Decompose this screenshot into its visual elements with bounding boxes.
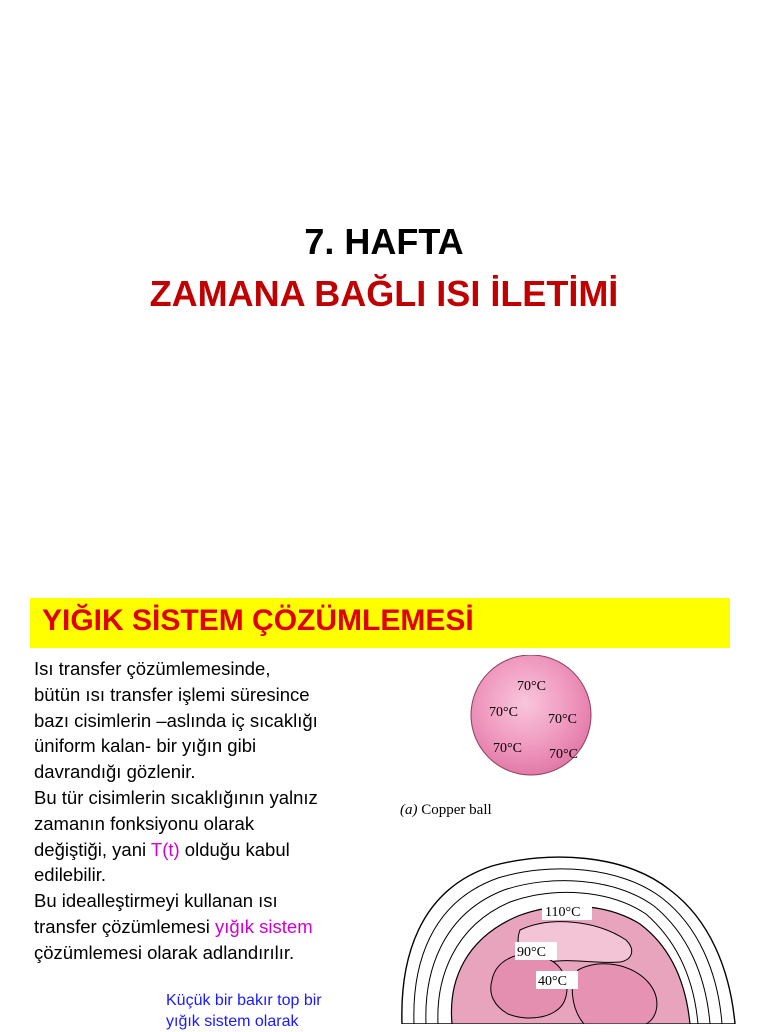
body-paragraph [34,656,384,966]
body-line: bütün ısı transfer işlemi süresince [34,683,310,705]
note-line: Küçük bir bakır top bir [166,992,322,1009]
body-line: davrandığı gözlenir. [34,761,196,783]
temp-label: 40°C [538,974,567,989]
caption-letter: (a) [400,802,418,818]
body-line: üniform kalan- bir yığın gibi [34,735,257,757]
note-line: yığık sistem olarak [166,1013,299,1030]
temp-label: 70°C [549,747,578,762]
section-heading: YIĞIK SİSTEM ÇÖZÜMLEMESİ [42,604,474,637]
caption-text: Copper ball [417,802,492,818]
body-line: bazı cisimlerin –aslında iç sıcaklığı [34,709,318,731]
body-line: Bu tür cisimlerin sıcaklığının yalnız [34,786,318,808]
temp-label: 110°C [545,905,581,920]
section-banner [30,598,730,648]
body-line: Bu idealleştirmeyi kullanan ısı [34,890,278,912]
week-title: 7. HAFTA [304,221,464,262]
body-text-fragment: olduğu kabul [179,838,290,860]
body-line [34,837,384,863]
subject-title: ZAMANA BAĞLI ISI İLETİMİ [149,273,619,314]
body-line: edilebilir. [34,864,106,886]
lumped-system-highlight: yığık sistem [214,915,313,937]
tt-highlight: T(t) [150,838,180,860]
figure-caption [400,802,492,818]
temp-label: 70°C [489,705,518,720]
body-line: Isı transfer çözümlemesinde, [34,658,271,679]
temp-label: 90°C [517,945,546,960]
blue-note [166,990,406,1032]
roast-beef-figure [400,850,740,1024]
slide-title [0,222,768,314]
body-line [34,914,384,940]
body-line: çözümlemesi olarak adlandırılır. [34,941,295,963]
copper-ball-figure [395,655,615,825]
body-text-fragment: değiştiği, yani [34,838,151,860]
temp-label: 70°C [517,679,546,694]
body-line: zamanın fonksiyonu olarak [34,812,255,834]
temp-label: 70°C [493,741,522,756]
temp-label: 70°C [548,712,577,727]
body-text-fragment: transfer çözümlemesi [34,915,215,937]
